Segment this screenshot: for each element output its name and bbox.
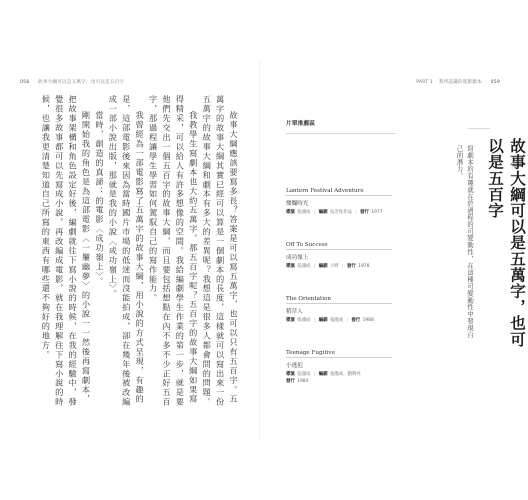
- title-rule-top: [468, 128, 490, 129]
- chapter-lead: 寫劇本的有趣就在於過程的可變動性，在這種可變動性中發現自己的潛力。: [455, 145, 473, 339]
- meta-separator: |: [346, 318, 348, 323]
- work-divider: [286, 195, 392, 196]
- writer-label: 編劇: [318, 264, 328, 269]
- year-label: 發行: [360, 210, 369, 215]
- director: 張鴻成: [297, 210, 311, 215]
- work-meta: [286, 263, 396, 269]
- director: 張鴻成: [297, 318, 311, 323]
- year: 1978: [358, 264, 370, 269]
- work-item: [286, 350, 396, 384]
- meta-separator: |: [313, 210, 316, 215]
- body-paragraph: 我教學生寫劇本也大約五萬字，那五百字呢？五百字的故事大綱如果寫得精采，可以給人有許多想像的空間。我給編劇學生作業的第一步，就是要他們先交出一個五百字的故事大綱，而且要包括想點在內不多不少正好五百字，那過程讓學生學習如何駕馭自己的寫作能力。: [148, 95, 199, 407]
- year-line: [286, 378, 396, 384]
- work-item: [286, 242, 396, 269]
- work-title-en: Lantern Festival Adventure: [286, 188, 364, 194]
- work-divider: [286, 303, 392, 304]
- running-title-left: 故事大綱可以是五萬字，也可以是五百字: [38, 80, 125, 85]
- running-header-left: [20, 79, 124, 85]
- meta-separator: |: [313, 372, 316, 377]
- meta-separator: |: [313, 264, 316, 269]
- work-title-zh: 稻草人: [286, 309, 303, 315]
- page-number-right: 059: [490, 80, 500, 85]
- work-meta: [286, 317, 396, 323]
- work-divider: [286, 249, 392, 250]
- director-label: 導演: [286, 210, 295, 215]
- work-item: [286, 188, 396, 215]
- writer-label: 編劇: [318, 210, 328, 215]
- page-number-left: 058: [20, 80, 30, 85]
- body-text: [40, 95, 240, 413]
- year: 1988: [362, 318, 374, 323]
- writer-label: 編劇: [318, 372, 328, 377]
- writer: 張鴻成: [329, 318, 344, 323]
- writer: 小野: [329, 264, 339, 269]
- director-label: 導演: [286, 318, 295, 323]
- body-paragraph: 我曾經為一部電影寫了五萬字的故事大綱，用小說的方式呈現，有趣的是，這部電影後來因為當時國片市場的低迷而沒能拍成，卻在幾年後被改編成一部小說出版，那就是我的小說〈成功嶺上〉。: [108, 95, 146, 407]
- work-title-en: Teenage Fugitive: [286, 350, 335, 356]
- meta-separator: |: [313, 318, 316, 323]
- year-label: 發行: [286, 379, 295, 384]
- body-paragraph: 剛開始我的角色是為這部電影〈一簾幽夢〉的小說一一然後再寫劇本，把故事架構和角色設定好後，編劇就往下寫小說的時候，在我的經驗中，發覺很多故事都可以先寫成小說，再改編成電影，就在我理解往下寫小說的時候，也讓我更清楚知道自己所寫的東西有哪些還不夠好的地方。: [41, 95, 92, 407]
- work-title-en: The Orientation: [286, 296, 331, 302]
- work-title-zh: 燦爛時光: [286, 201, 309, 207]
- works-header: 片單推薦區: [286, 118, 396, 134]
- body-paragraph: 當時，創造的真諦：的電影〈成功嶺上〉。: [94, 111, 105, 287]
- work-title-zh: 小逃犯: [286, 363, 303, 369]
- director: 張鴻成: [297, 264, 311, 269]
- director-label: 導演: [286, 264, 295, 269]
- work-meta: [286, 209, 396, 215]
- director-label: 導演: [286, 372, 295, 377]
- writer: 張鴻成、劉明亮: [329, 372, 361, 377]
- writer: 吳念真作品: [329, 210, 352, 215]
- work-meta: [286, 371, 396, 384]
- work-title-en: Off To Success: [286, 242, 328, 248]
- year: 1977: [371, 210, 383, 215]
- chapter-title: 故事大綱可以是五萬字，也可以是五百字: [486, 138, 526, 348]
- writer-label: 編劇: [318, 318, 328, 323]
- director: 張鴻成: [297, 372, 311, 377]
- meta-separator: |: [342, 264, 344, 269]
- year-label: 發行: [346, 264, 356, 269]
- running-header-right: [416, 79, 500, 85]
- body-paragraph: 故事大綱應該要寫多長？答案是可以寫五萬字，也可以只有五百字。五萬字的故事大綱其實已經可以算是一個劇本的長度，這樣就可以寫出來一份五萬字的故事大綱和劇本有多大的差異呢？我想這是很多人都會問的問題。: [202, 95, 239, 407]
- works-list: [286, 118, 396, 411]
- work-item: [286, 296, 396, 323]
- page-fold: [259, 60, 260, 440]
- year-label: 發行: [351, 318, 361, 323]
- year: 1984: [297, 379, 309, 384]
- part-label: PART 1: [416, 80, 434, 85]
- section-title: 我所認識的電影劇本: [438, 80, 482, 85]
- meta-separator: |: [355, 210, 357, 215]
- work-title-zh: 成功嶺上: [286, 255, 309, 261]
- work-divider: [286, 357, 392, 358]
